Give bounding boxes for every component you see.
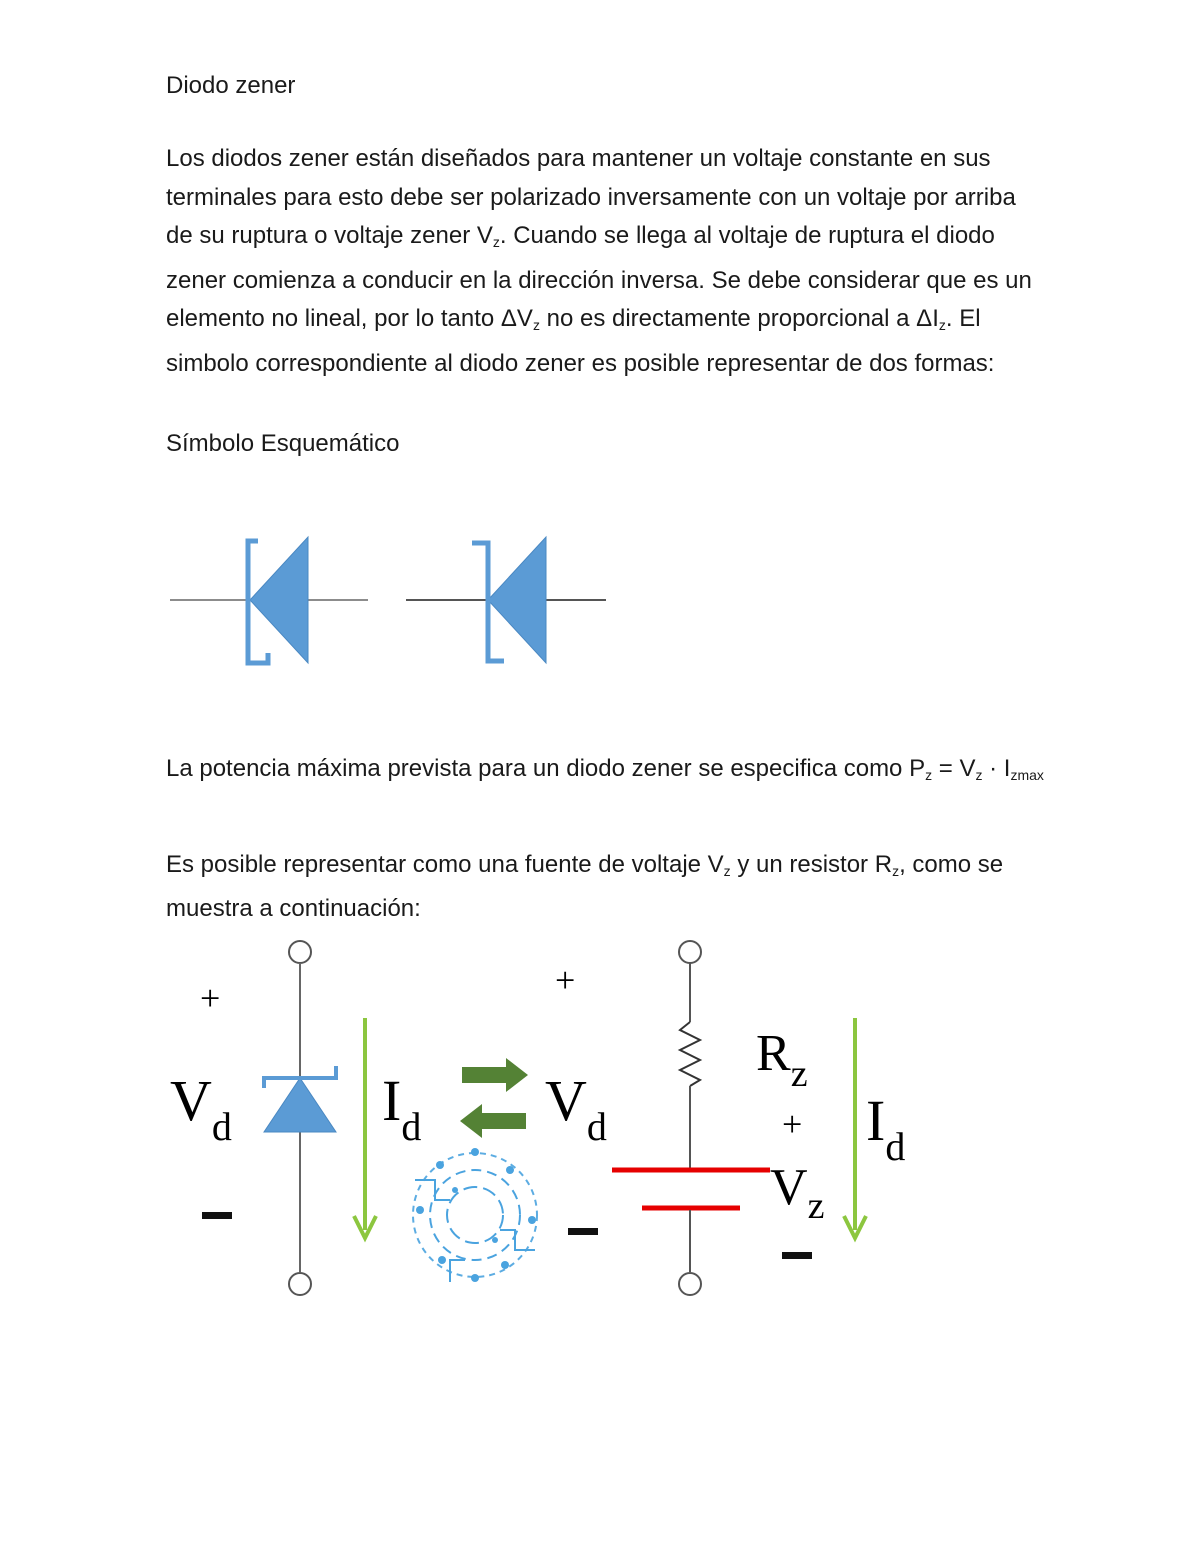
model-text-a: Es posible representar como una fuente de voltaje V <box>166 851 724 878</box>
terminal-top-right <box>679 941 701 963</box>
zener-symbol-2 <box>406 537 606 663</box>
intro-text-1: Los diodos zener están diseñados para mantener un voltaje constante en sus terminales para esto debe ser polarizado inversamente con un voltaje por arriba de su ruptura o voltaje zener V <box>166 145 1016 249</box>
arrow-left-icon <box>460 1104 482 1138</box>
minus-left <box>202 1212 232 1219</box>
vd-right: $V_d$ <box>545 1068 607 1149</box>
zener-symbols <box>160 525 620 675</box>
power-line <box>166 750 1046 794</box>
sub-z: z <box>723 863 731 879</box>
terminal-bottom-left <box>289 1273 311 1295</box>
zener-equivalent-circuit <box>150 930 950 1310</box>
equivalence-arrows <box>460 1058 528 1138</box>
plus-right-vz: + <box>782 1104 803 1144</box>
circuit-logo-watermark <box>413 1148 537 1282</box>
sub-z: z <box>938 317 946 333</box>
right-equivalent-circuit <box>545 941 905 1295</box>
plus-right-top: + <box>555 960 576 1000</box>
intro-text-4: . El simbolo correspondiente al diodo zener es posible representar de dos formas: <box>166 305 995 377</box>
minus-right-vz <box>782 1252 812 1259</box>
model-line <box>166 846 1046 928</box>
vz-label: $V_z$ <box>770 1159 825 1227</box>
power-text-c: · I <box>982 755 1011 782</box>
power-text-b: = V <box>932 755 976 782</box>
id-right: $I_d$ <box>866 1088 906 1169</box>
sub-z: z <box>892 863 900 879</box>
rz-label: $R_z$ <box>756 1025 808 1095</box>
model-text-c: , como se muestra a continuación: <box>166 851 1004 922</box>
resistor-rz <box>680 1022 700 1086</box>
intro-text-3: no es directamente proporcional a ΔI <box>539 305 939 332</box>
sub-z: z <box>492 234 500 250</box>
sub-z: z <box>975 767 983 783</box>
model-text-b: y un resistor R <box>730 851 893 878</box>
intro-text-2: . Cuando se llega al voltaje de ruptura el diodo zener comienza a conducir en la dirección inversa. Se debe considerar que es un elemento no lineal, por lo tanto ΔV <box>166 222 1032 332</box>
plus-left: + <box>200 978 221 1018</box>
document-title: Diodo zener <box>166 72 296 99</box>
id-left: $I_d$ <box>382 1068 422 1149</box>
vd-left: $V_d$ <box>170 1068 232 1149</box>
arrow-right-icon <box>506 1058 528 1092</box>
symbol-heading: Símbolo Esquemático <box>166 430 400 457</box>
power-text-a: La potencia máxima prevista para un diodo zener se especifica como P <box>166 755 926 782</box>
terminal-bottom-right <box>679 1273 701 1295</box>
terminal-top-left <box>289 941 311 963</box>
sub-z: z <box>532 317 540 333</box>
zener-symbol-1 <box>170 537 368 663</box>
minus-right <box>568 1228 598 1235</box>
sub-zmax: zmax <box>1010 767 1044 783</box>
sub-z: z <box>925 767 933 783</box>
intro-paragraph <box>166 140 1046 383</box>
zener-triangle <box>264 1078 336 1132</box>
left-diode-circuit <box>170 941 421 1295</box>
